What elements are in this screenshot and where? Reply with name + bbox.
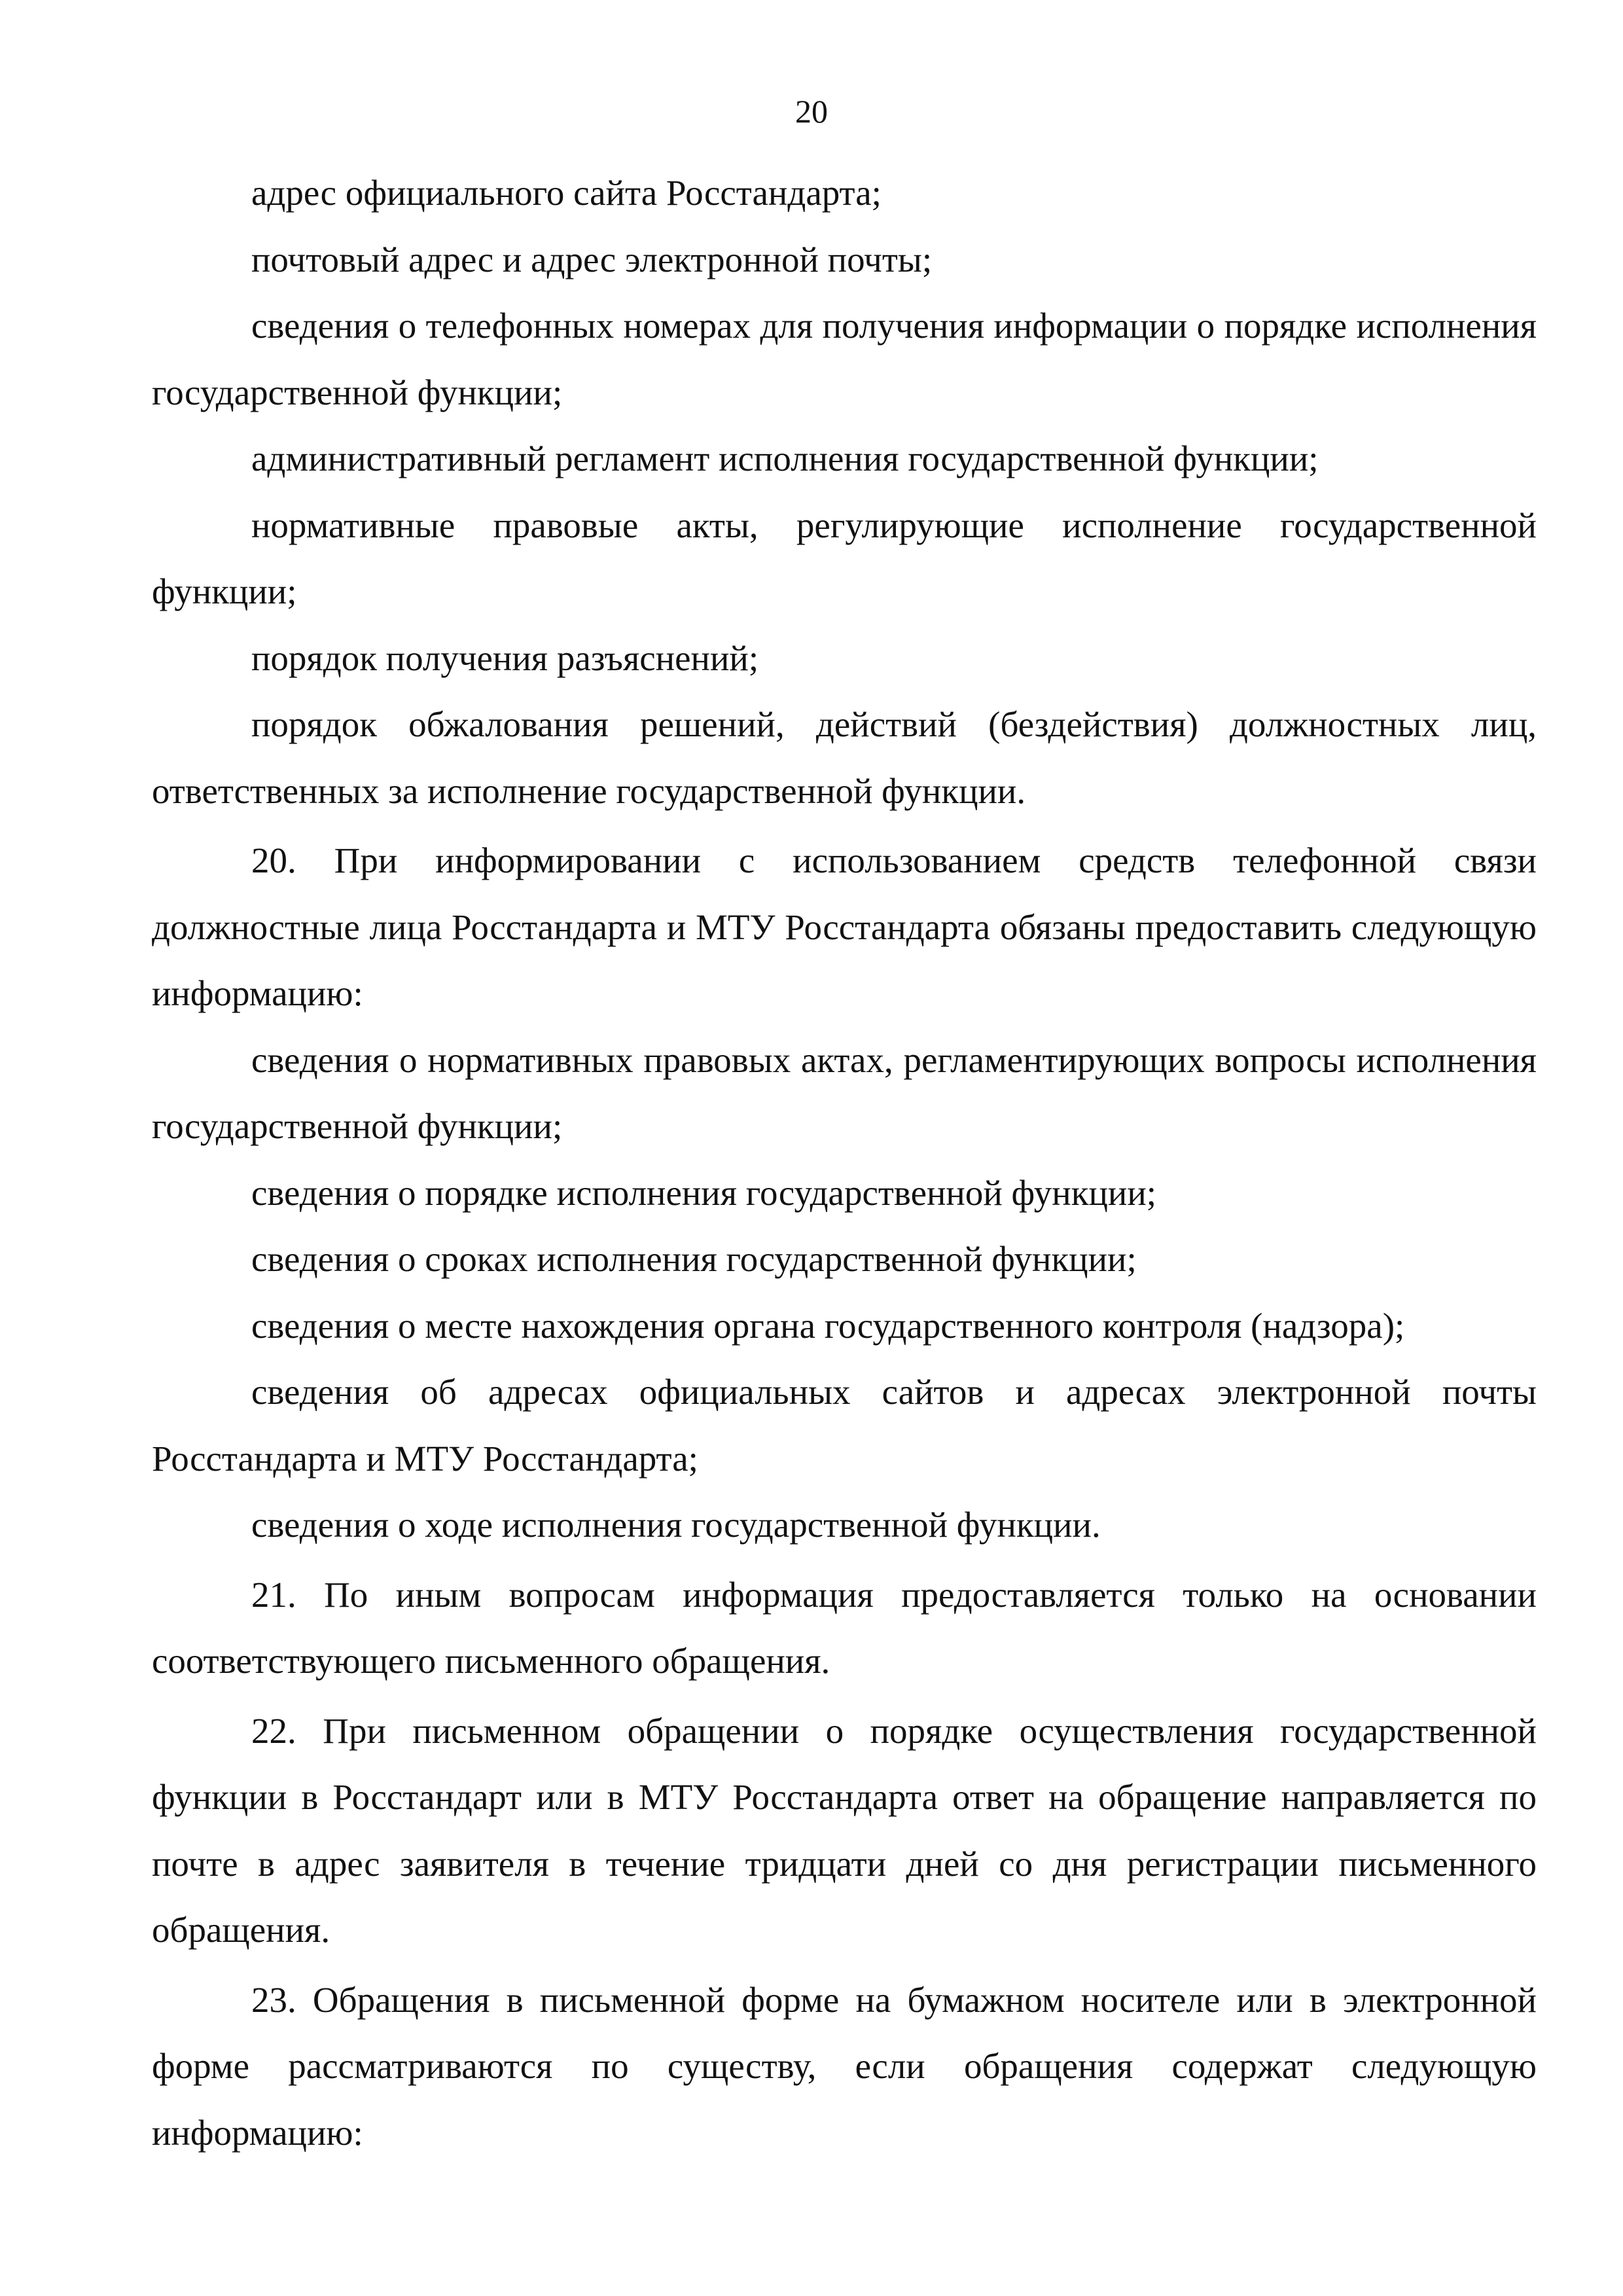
- paragraph-execution-terms: сведения о сроках исполнения государственной функции;: [251, 1239, 1137, 1279]
- paragraph-normative-acts: нормативные правовые акты, регулирующие исполнение государственной функции;: [152, 505, 1537, 611]
- paragraph-phone-numbers: сведения о телефонных номерах для получения информации о порядке исполнения государственной функции;: [152, 306, 1537, 412]
- paragraph-progress: сведения о ходе исполнения государственной функции.: [251, 1505, 1101, 1545]
- paragraph-location: сведения о месте нахождения органа государственного контроля (надзора);: [251, 1305, 1405, 1346]
- paragraph-clarifications: порядок получения разъяснений;: [251, 637, 759, 678]
- paragraph-appeal-procedure: порядок обжалования решений, действий (бездействия) должностных лиц, ответственных за исполнение государственной функции.: [152, 704, 1537, 811]
- paragraph-execution-order: сведения о порядке исполнения государственной функции;: [251, 1172, 1157, 1213]
- paragraph-admin-regulation: административный регламент исполнения государственной функции;: [251, 439, 1319, 478]
- document-body: [152, 160, 1537, 2166]
- paragraph-postal-address: почтовый адрес и адрес электронной почты;: [251, 239, 933, 279]
- paragraph-item-20: 20. При информировании с использованием средств телефонной связи должностные лица Росстандарта и МТУ Росстандарта обязаны предоставить следующую информацию:: [152, 840, 1537, 1013]
- paragraph-site-address: адрес официального сайта Росстандарта;: [251, 173, 882, 213]
- paragraph-item-22: 22. При письменном обращении о порядке осуществления государственной функции в Росстандарт или в МТУ Росстандарта ответ на обращение направляется по почте в адрес заявителя в течение тридцати дней со дня регистрации письменного обращения.: [152, 1710, 1537, 1950]
- paragraph-normative-info: сведения о нормативных правовых актах, регламентирующих вопросы исполнения государственной функции;: [152, 1039, 1537, 1146]
- paragraph-item-23: 23. Обращения в письменной форме на бумажном носителе или в электронной форме рассматриваются по существу, если обращения содержат следующую информацию:: [152, 1979, 1537, 2153]
- page-number: 20: [795, 93, 828, 130]
- paragraph-websites-emails: сведения об адресах официальных сайтов и адресах электронной почты Росстандарта и МТУ Росстандарта;: [152, 1372, 1537, 1479]
- paragraph-item-21: 21. По иным вопросам информация предоставляется только на основании соответствующего письменного обращения.: [152, 1574, 1537, 1681]
